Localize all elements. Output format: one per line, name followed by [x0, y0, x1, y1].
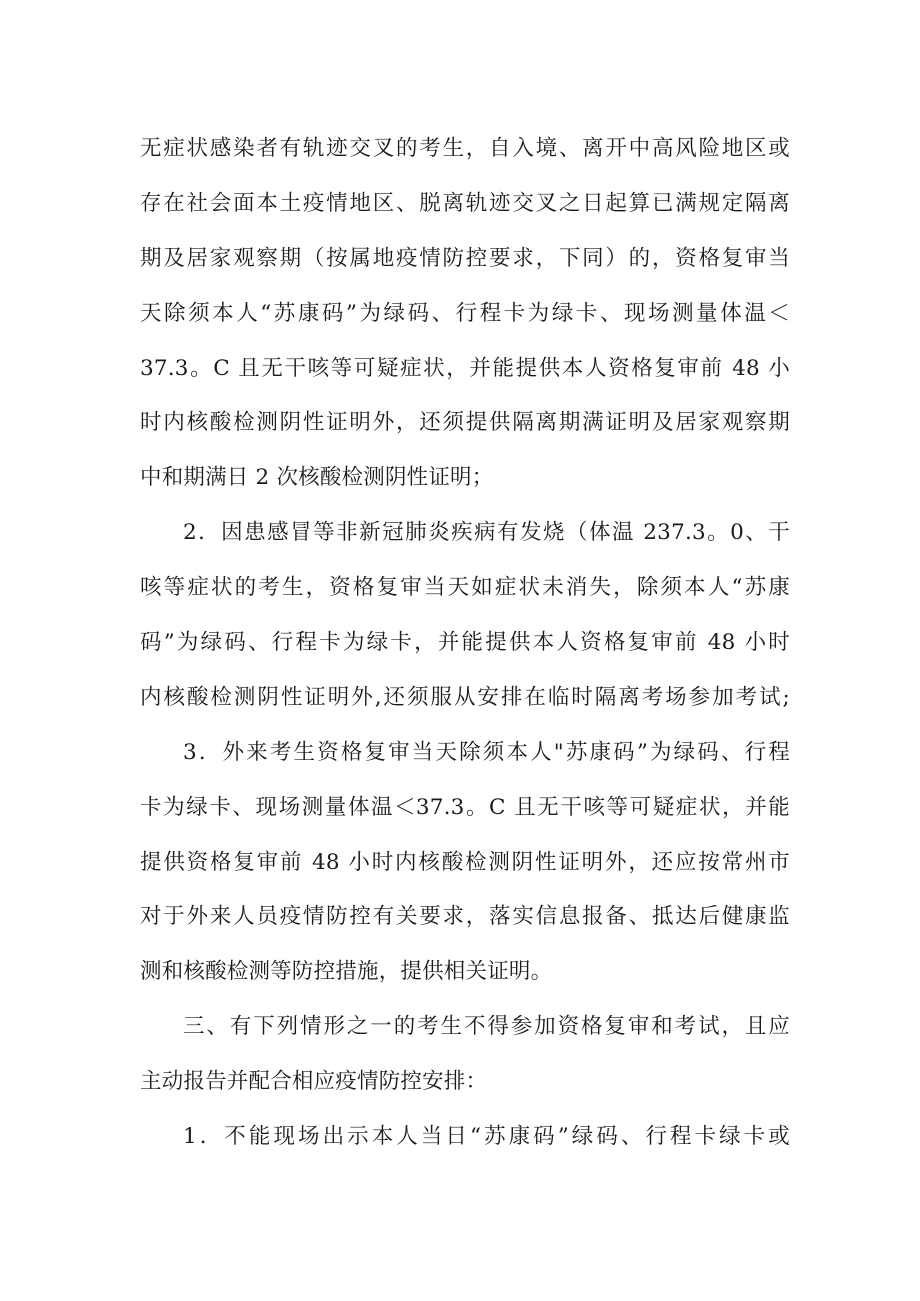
text-line-6: 时内核酸检测阴性证明外，还须提供隔离期满证明及居家观察期 [140, 410, 790, 436]
text-line-10: 码”为绿码、行程卡为绿卡，并能提供本人资格复审前 48 小时 [140, 630, 790, 656]
text-line-3: 期及居家观察期（按属地疫情防控要求，下同）的，资格复审当 [140, 245, 790, 271]
text-line-11: 内核酸检测阴性证明外,还须服从安排在临时隔离考场参加考试; [140, 684, 790, 710]
text-line-2: 存在社会面本土疫情地区、脱离轨迹交叉之日起算已满规定隔离 [140, 190, 790, 216]
text-line-8: 2．因患感冒等非新冠肺炎疾病有发烧（体温 237.3。0、干 [183, 520, 790, 546]
text-line-14: 提供资格复审前 48 小时内核酸检测阴性证明外，还应按常州市 [140, 849, 790, 875]
body-text [140, 122, 790, 1165]
text-line-12: 3．外来考生资格复审当天除须本人"苏康码”为绿码、行程 [183, 739, 790, 765]
text-line-1: 无症状感染者有轨迹交叉的考生，自入境、离开中高风险地区或 [140, 136, 790, 161]
text-line-4: 天除须本人“苏康码”为绿码、行程卡为绿卡、现场测量体温＜ [140, 300, 790, 326]
text-line-7: 中和期满日 2 次核酸检测阴性证明； [140, 465, 494, 491]
text-line-5: 37.3。C 且无干咳等可疑症状，并能提供本人资格复审前 48 小 [140, 355, 790, 381]
text-line-13: 卡为绿卡、现场测量体温＜37.3。C 且无干咳等可疑症状，并能 [140, 794, 790, 820]
text-line-17: 三、有下列情形之一的考生不得参加资格复审和考试，且应 [183, 1014, 790, 1040]
text-line-15: 对于外来人员疫情防控有关要求，落实信息报备、抵达后健康监 [140, 904, 790, 930]
text-line-18: 主动报告并配合相应疫情防控安排： [140, 1069, 488, 1095]
text-line-9: 咳等症状的考生，资格复审当天如症状未消失，除须本人“苏康 [140, 575, 790, 601]
text-line-19: 1．不能现场出示本人当日“苏康码”绿码、行程卡绿卡或 [183, 1124, 790, 1150]
text-line-16: 测和核酸检测等防控措施，提供相关证明。 [140, 959, 553, 985]
